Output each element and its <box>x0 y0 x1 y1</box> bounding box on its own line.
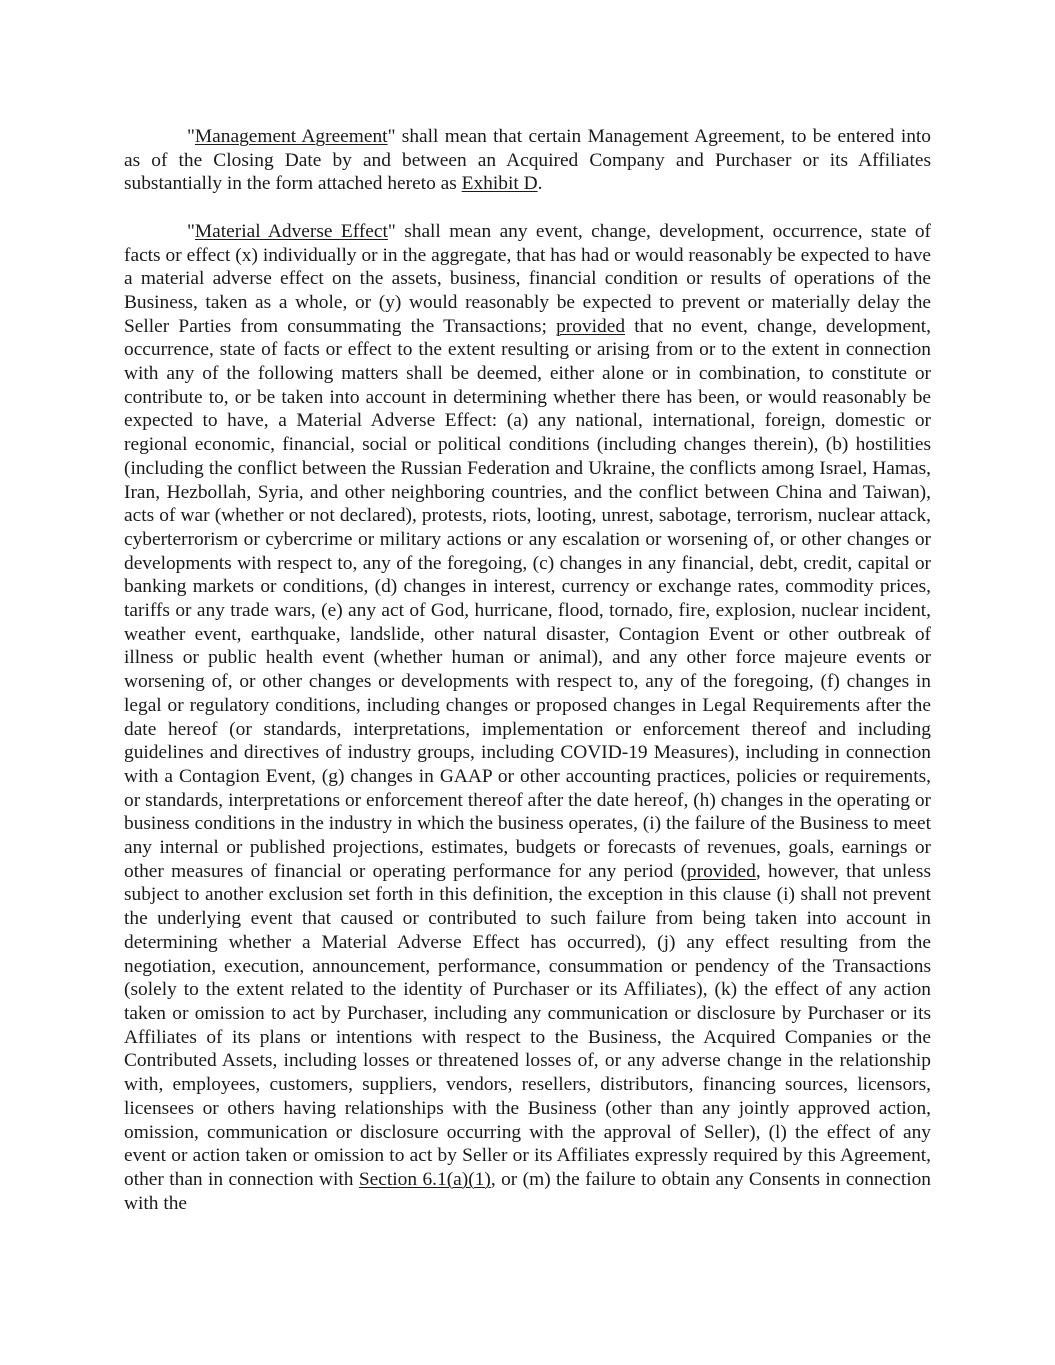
definition-material-adverse-effect <box>124 220 931 1216</box>
section-reference: Section 6.1(a)(1) <box>358 1168 491 1190</box>
defined-term-material-adverse-effect: Material Adverse Effect <box>194 220 388 242</box>
text-segment: " shall mean that certain Management Agreement, to be entered into as of the Closing Date by and between an Acquired Company and Purchaser or its Affiliates substantially in the form attached hereto as <box>124 126 931 195</box>
definition-management-agreement <box>124 125 931 196</box>
text-segment: " <box>187 126 195 147</box>
text-segment: " <box>187 220 195 242</box>
text-segment: , however, that unless subject to another exclusion set forth in this definition, the exception in this clause (i) shall not prevent the underlying event that caused or contributed to such failure from being taken into account in determining whether a Material Adverse Effect has occurred), (j) any effect resulting from the negotiation, execution, announcement, performance, consummation or pendency of the Transactions (solely to the extent related to the identity of Purchaser or its Affiliates), (k) the effect of any action taken or omission to act by Purchaser, including any communication or disclosure by Purchaser or its Affiliates of its plans or intentions with respect to the Business, the Acquired Companies or the Contributed Assets, including losses or threatened losses of, or any adverse change in the relationship with, employees, customers, suppliers, vendors, resellers, distributors, financing sources, licensors, licensees or others having relationships with the Business (other than any jointly approved action, omission, communication or disclosure occurring with the approval of Seller), (l) the effect of any event or action taken or omission to act by Seller or its Affiliates expressly required by this Agreement, other than in connection with <box>124 860 931 1190</box>
underlined-provided: provided <box>556 315 626 337</box>
text-segment: " shall mean any event, change, development, occurrence, state of facts or effect (x) individually or in the aggregate, that has had or would reasonably be expected to have a material adverse effect on the assets, business, financial condition or results of operations of the Business, taken as a whole, or (y) would reasonably be expected to prevent or materially delay the Seller Parties from consummating the Transactions; <box>124 220 931 337</box>
text-segment: , or (m) the failure to obtain any Consents in connection with the <box>124 1168 931 1214</box>
defined-term-management-agreement: Management Agreement <box>194 126 388 147</box>
document-page <box>124 125 931 1215</box>
text-segment: that no event, change, development, occurrence, state of facts or effect to the extent resulting or arising from or to the extent in connection with any of the following matters shall be deemed, either alone or in combination, to constitute or contribute to, or be taken into account in determining whether there has been, or would reasonably be expected to have, a Material Adverse Effect: (a) any national, international, foreign, domestic or regional economic, financial, social or political conditions (including changes therein), (b) hostilities (including the conflict between the Russian Federation and Ukraine, the conflicts among Israel, Hamas, Iran, Hezbollah, Syria, and other neighboring countries, and the conflict between China and Taiwan), acts of war (whether or not declared), protests, riots, looting, unrest, sabotage, terrorism, nuclear attack, cyberterrorism or cybercrime or military actions or any escalation or worsening of, or other changes or developments with respect to, any of the foregoing, (c) changes in any financial, debt, credit, capital or banking markets or conditions, (d) changes in interest, currency or exchange rates, commodity prices, tariffs or any trade wars, (e) any act of God, hurricane, flood, tornado, fire, explosion, nuclear incident, weather event, earthquake, landslide, other natural disaster, Contagion Event or other outbreak of illness or public health event (whether human or animal), and any other force majeure events or worsening of, or other changes or developments with respect to, any of the foregoing, (f) changes in legal or regulatory conditions, including changes or proposed changes in Legal Requirements after the date hereof (or standards, interpretations, implementation or enforcement thereof and including guidelines and directives of industry groups, including COVID-19 Measures), including in connection with a Contagion Event, (g) changes in GAAP or other accounting practices, policies or requirements, or standards, interpretations or enforcement thereof after the date hereof, (h) changes in the operating or business conditions in the industry in which the business operates, (i) the failure of the Business to meet any internal or published projections, estimates, budgets or forecasts of revenues, goals, earnings or other measures of financial or operating performance for any period ( <box>124 315 931 882</box>
underlined-provided: provided <box>686 860 756 882</box>
text-segment: . <box>537 173 543 195</box>
exhibit-reference: Exhibit D <box>461 173 538 195</box>
